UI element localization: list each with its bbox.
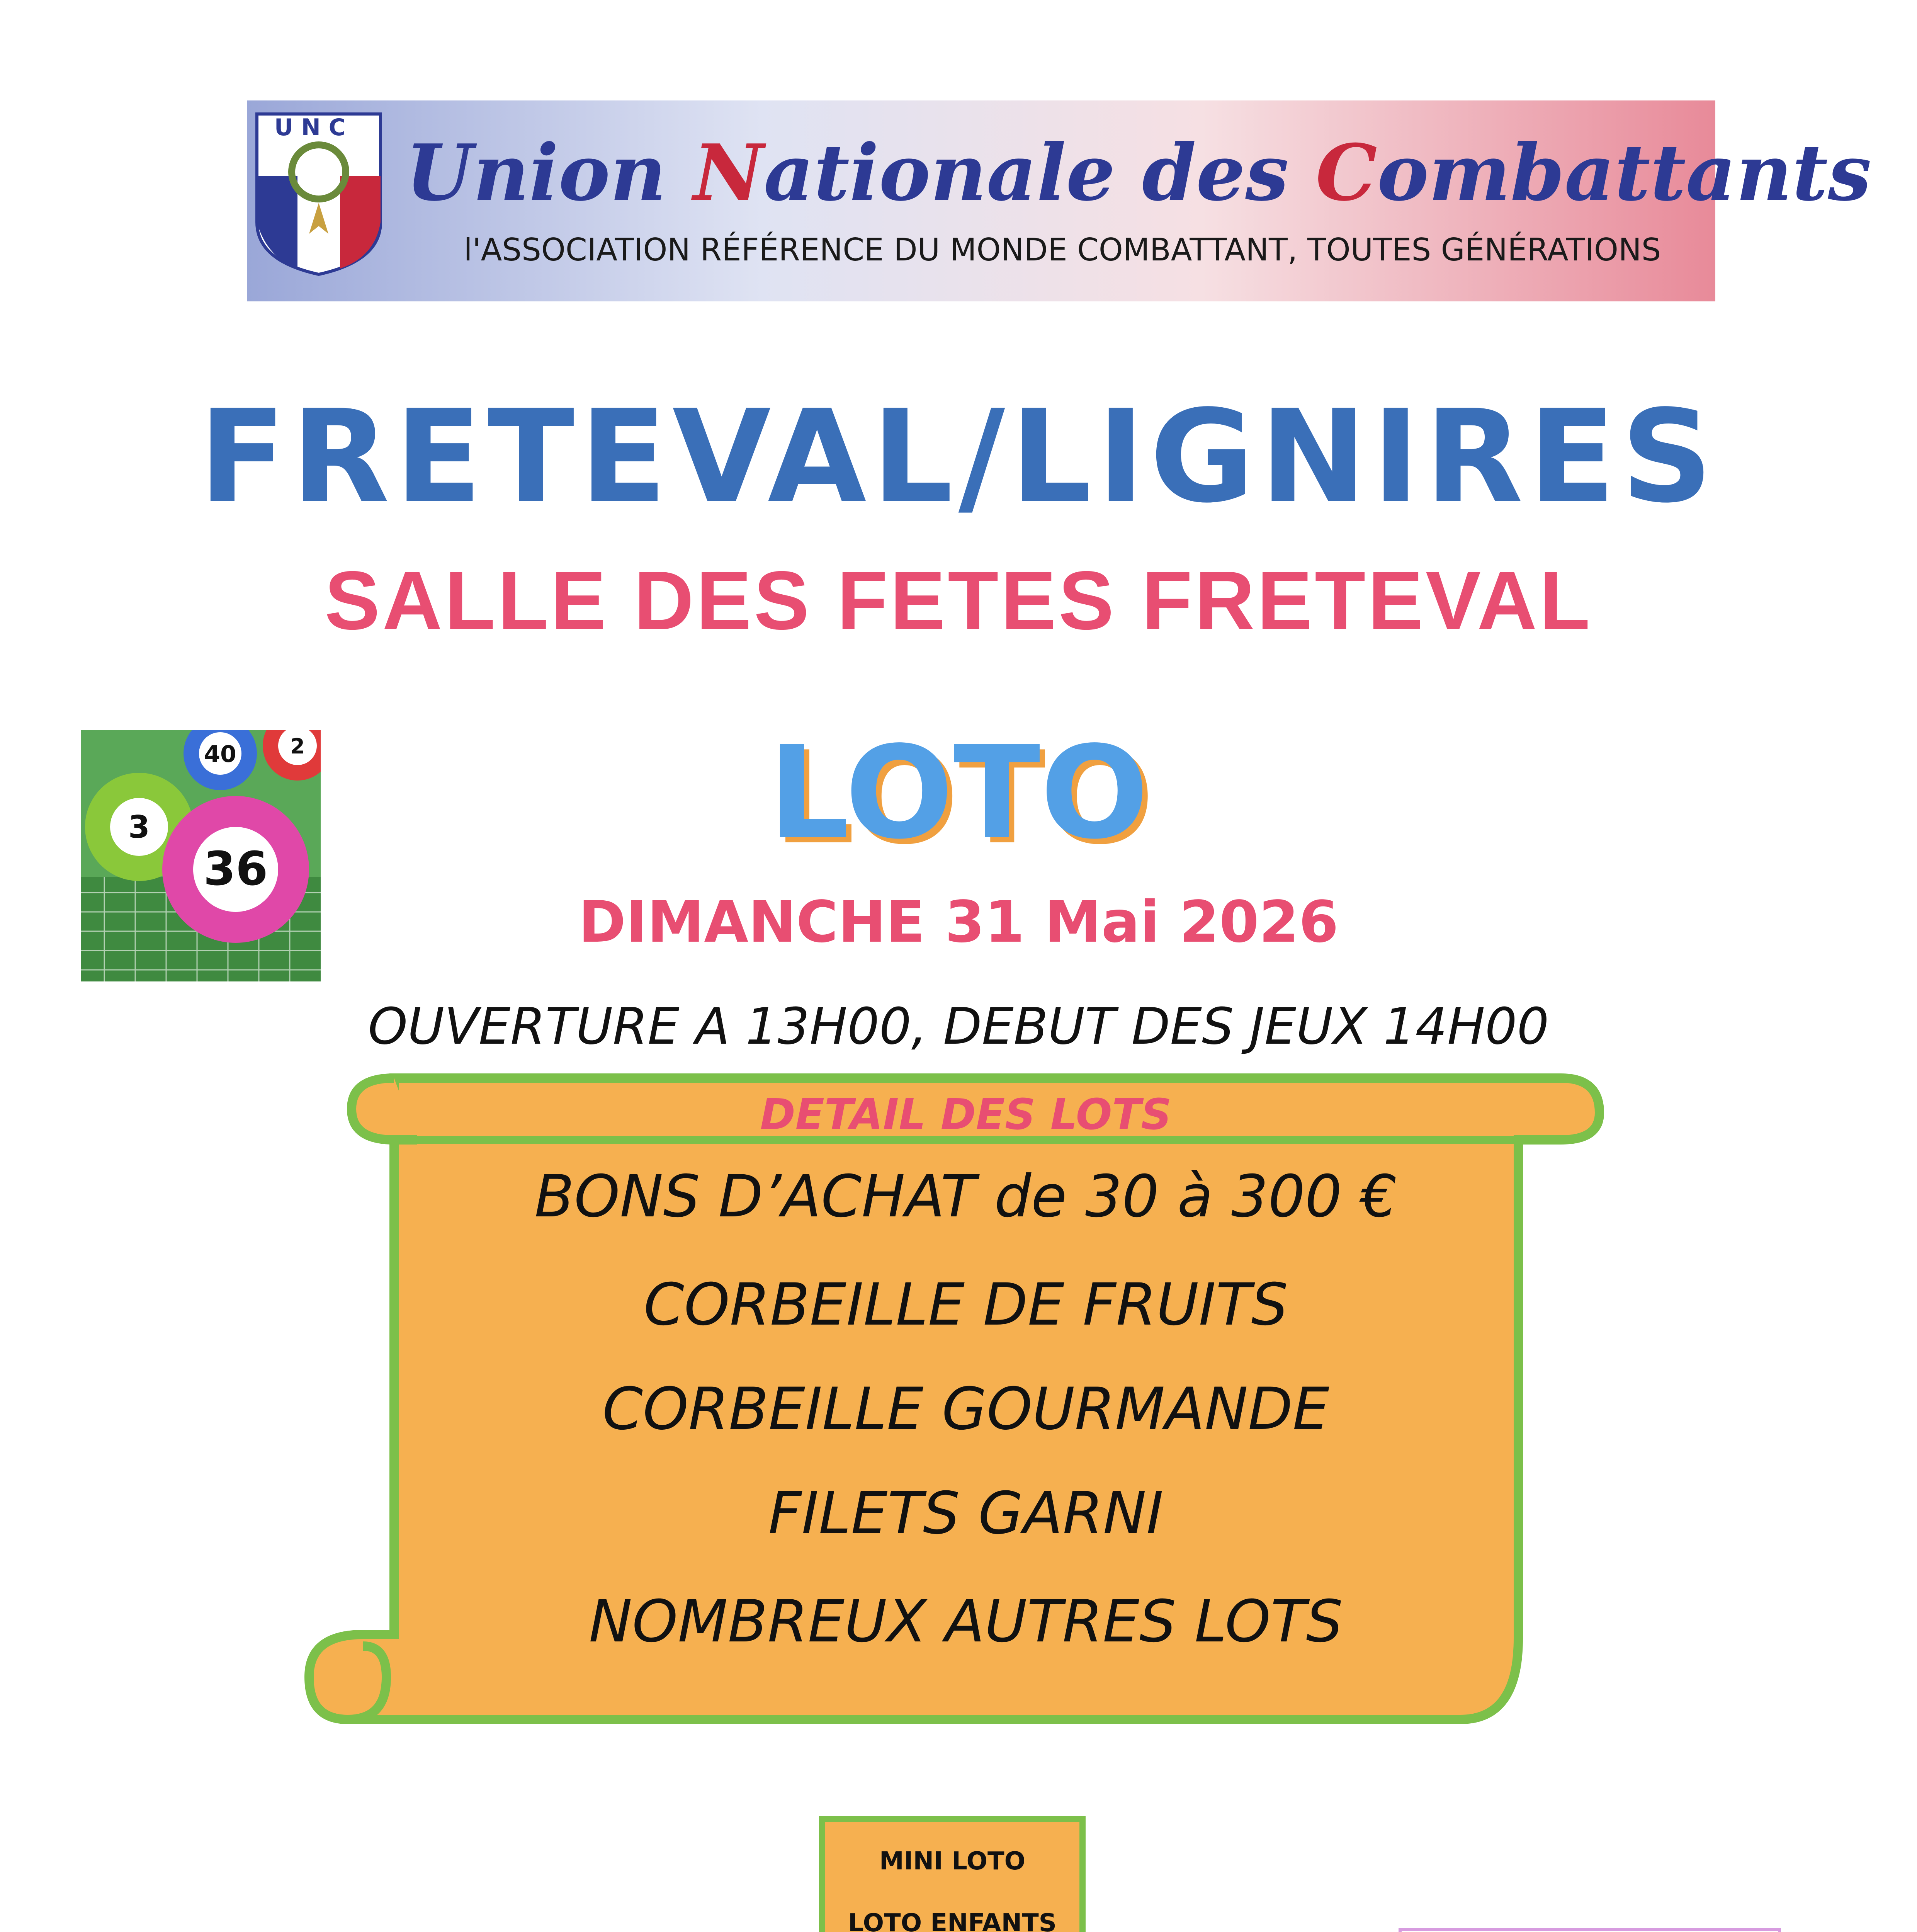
svg-text:2: 2 bbox=[290, 734, 305, 759]
svg-text:3: 3 bbox=[128, 809, 150, 845]
venue-heading: SALLE DES FETES FRETEVAL bbox=[325, 554, 1592, 647]
banner-subtitle: l'ASSOCIATION RÉFÉRENCE DU MONDE COMBATTANT, TOUTES GÉNÉRATIONS bbox=[464, 232, 1661, 268]
svg-text:U N C: U N C bbox=[274, 114, 346, 141]
lot-item: BONS D’ACHAT de 30 à 300 € bbox=[534, 1163, 1397, 1230]
lot-item: FILETS GARNI bbox=[768, 1480, 1164, 1547]
unc-crest-logo bbox=[251, 106, 386, 276]
svg-text:36: 36 bbox=[203, 842, 268, 896]
town-heading: FRETEVAL/LIGNIRES bbox=[199, 383, 1718, 531]
lot-item: CORBEILLE GOURMANDE bbox=[602, 1376, 1329, 1443]
lot-item: NOMBREUX AUTRES LOTS bbox=[589, 1588, 1343, 1655]
svg-text:40: 40 bbox=[204, 741, 236, 768]
event-title: LOTO bbox=[768, 719, 1149, 867]
lots-title: DETAIL DES LOTS bbox=[760, 1090, 1172, 1139]
event-date: DIMANCHE 31 Mai 2026 bbox=[578, 889, 1339, 955]
bingo-card-image bbox=[1399, 1928, 1781, 1932]
mini-loto-label: MINI LOTO bbox=[879, 1847, 1026, 1876]
banner-title: Union Nationale des Combattants bbox=[406, 128, 1871, 218]
bingo-balls-image bbox=[81, 730, 321, 981]
opening-hours: OUVERTURE A 13H00, DEBUT DES JEUX 14H00 bbox=[368, 997, 1549, 1056]
lot-item: CORBEILLE DE FRUITS bbox=[644, 1271, 1288, 1338]
kids-loto-label: LOTO ENFANTS bbox=[848, 1909, 1057, 1932]
